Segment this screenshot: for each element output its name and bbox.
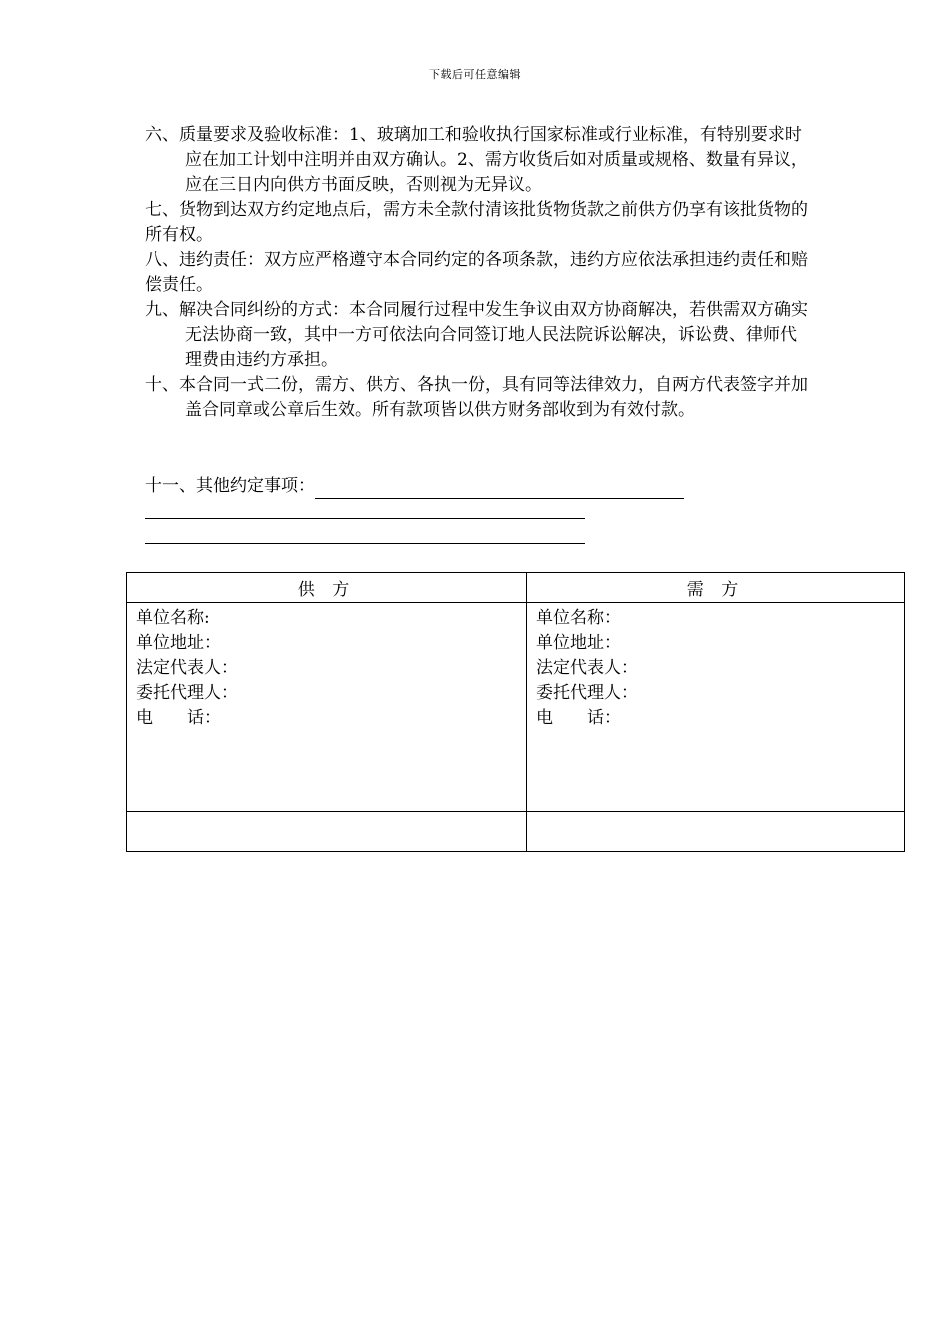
supply-phone-field[interactable]: 电 话： <box>136 708 221 728</box>
parties-signature-row <box>127 812 905 852</box>
parties-info-row <box>127 603 905 812</box>
demand-signature-cell[interactable] <box>527 812 905 852</box>
page-header-note: 下载后可任意编辑 <box>429 68 521 81</box>
other-terms-blank-1[interactable] <box>315 478 684 499</box>
supply-party-heading: 供 方 <box>127 573 527 603</box>
demand-company-address-field[interactable]: 单位地址： <box>536 633 621 653</box>
supply-party-info <box>127 603 527 812</box>
supply-company-name-field[interactable]: 单位名称: <box>136 608 210 628</box>
contract-clauses <box>145 123 810 423</box>
clause-10-copies-effect: 十、本合同一式二份，需方、供方、各执一份，具有同等法律效力，自两方代表签字并加盖合同章或公章后生效。所有款项皆以供方财务部收到为有效付款。 <box>145 375 808 420</box>
supply-agent-field[interactable]: 委托代理人： <box>136 683 238 703</box>
parties-table <box>126 572 905 852</box>
clause-7-ownership: 七、货物到达双方约定地点后，需方未全款付清该批货物货款之前供方仍享有该批货物的所有权。 <box>145 200 808 245</box>
clause-9-dispute-resolution: 九、解决合同纠纷的方式：本合同履行过程中发生争议由双方协商解决，若供需双方确实无法协商一致，其中一方可依法向合同签订地人民法院诉讼解决，诉讼费、律师代理费由违约方承担。 <box>145 300 808 370</box>
supply-legal-rep-field[interactable]: 法定代表人： <box>136 658 238 678</box>
demand-legal-rep-field[interactable]: 法定代表人： <box>536 658 638 678</box>
other-terms-blank-2[interactable] <box>145 518 585 519</box>
demand-phone-field[interactable]: 电 话： <box>536 708 621 728</box>
supply-company-address-field[interactable]: 单位地址： <box>136 633 221 653</box>
clause-8-liability: 八、违约责任：双方应严格遵守本合同约定的各项条款，违约方应依法承担违约责任和赔偿责任。 <box>145 250 808 295</box>
demand-party-info <box>527 603 905 812</box>
parties-header-row <box>127 573 905 603</box>
other-terms-line <box>145 474 684 499</box>
demand-party-heading: 需 方 <box>527 573 905 603</box>
demand-company-name-field[interactable]: 单位名称： <box>536 608 621 628</box>
other-terms-blank-3[interactable] <box>145 543 585 544</box>
supply-signature-cell[interactable] <box>127 812 527 852</box>
other-terms-label: 十一、其他约定事项： <box>145 476 315 496</box>
demand-agent-field[interactable]: 委托代理人： <box>536 683 638 703</box>
clause-6-quality-acceptance: 六、质量要求及验收标准：1、玻璃加工和验收执行国家标准或行业标准，有特别要求时应在加工计划中注明并由双方确认。2、需方收货后如对质量或规格、数量有异议，应在三日内向供方书面反映，否则视为无异议。 <box>145 125 808 195</box>
